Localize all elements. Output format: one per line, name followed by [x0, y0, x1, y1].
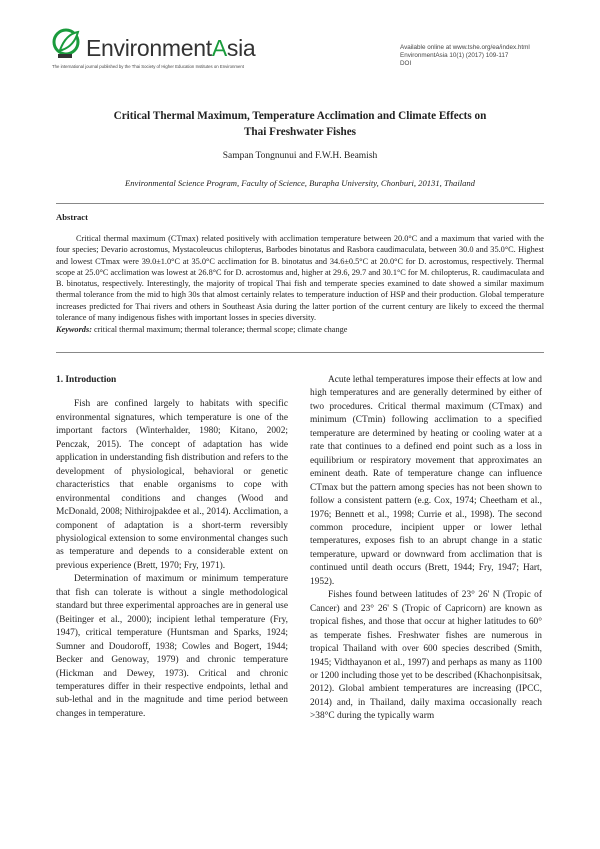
citation: EnvironmentAsia 10(1) (2017) 109-117 [400, 52, 509, 59]
divider [56, 203, 544, 204]
online-url: Available online at www.tshe.org/ea/index.html [400, 44, 530, 51]
paragraph: Fish are confined largely to habitats with specific environmental signatures, which temperature is one of the important factors (Winterhalder, 1980; Kitano, 2002; Penczak, 2015). The concept of adaptation has wide application in understanding fish distribution and refers to the development of physiological, behavioral or genetic characteristics that enable organisms to cope with environmental conditions and changes (Wood and McDonald, 2008; Nithirojpakdee et al., 2014). Acclimation, a component of adaptation is a short-term reversibly physiological extension to some environmental changes such as temperature and depends to a considerable extent on previous experience (Brett, 1970; Fry, 1971). [56, 399, 288, 571]
paragraph: Fishes found between latitudes of 23° 26' N (Tropic of Cancer) and 23° 26' S (Tropic of Capricorn) are known as tropical fishes, and those that occur at higher latitudes to 60° as temperate fishes. Freshwater fishes are numerous in tropical Thailand with over 600 species described (Smith, 1945; Vidthayanon et al., 1997) and perhaps as many as 1100 or 1200 including those yet to be described (Khachonpisitsak, 2012). Global ambient temperatures are increasing (IPCC, 2014) and, in Thailand, daily maxima occasionally reach >38°C during the typically warm [310, 590, 542, 722]
paper-title [60, 108, 540, 140]
journal-name: EnvironmentAsia [86, 35, 256, 61]
journal-info [400, 44, 530, 68]
doi: DOI [400, 60, 412, 67]
leaf-logo-icon [52, 28, 84, 62]
authors: Sampan Tongnunui and F.W.H. Beamish [222, 151, 378, 161]
paragraph: Determination of maximum or minimum temperature that fish can tolerate is without a single methodological standard but three experimental approaches are in general use (Beitinger et al., 2000); incipient lethal temperature (Fry, 1947), critical temperature (Huntsman and Sparks, 1924; Sumner and Doudoroff, 1938; Cowles and Bogert, 1944; Becker and Genoway, 1979) and chronic temperature (Hickman and Dewey, 1973). Critical and chronic temperatures differ in their respective endpoints, lethal and sub-lethal and in the magnitude and time period between changes in temperature. [56, 574, 288, 719]
right-column [310, 374, 542, 724]
abstract-heading: Abstract [56, 212, 88, 222]
title-line: Thai Freshwater Fishes [243, 126, 357, 138]
journal-logo [52, 30, 292, 70]
keywords-text: critical thermal maximum; thermal tolerance; thermal scope; climate change [94, 325, 348, 334]
divider [56, 352, 544, 353]
abstract-text: Critical thermal maximum (CTmax) related positively with acclimation temperature between 20.0°C and a maximum that varied with the four species; Devario acrostomus, Mystacoleucus chilopterus, Barbodes binotatus and Rasbora caudimaculata, between 30.0 and 35.0°C. Highest and lowest CTmax were 39.0±1.0°C at 35.0°C acclimation for B. binotatus and 34.6±0.5°C at 20.0°C for D. acrostomus, respectively. Thermal scope at 25.0°C acclimation was lowest at 26.8°C for D. acrostomus and, higher at 29.6, 29.7 and 30.1°C for M. chilopterus, R. caudimaculata and B. binotatus, respectively. Interestingly, the majority of tropical Thai fish and temperate species examined to date showed a similar maximum thermal tolerance from the mid to high 30s that almost certainly relates to temperature induction of HSP and their production. Global temperature increases predicted for Thai rivers and others in Southeast Asia during the latter portion of the current century are likely to exceed the thermal tolerance of many indigenous fishes with important losses in species diversity. [56, 234, 544, 323]
affiliation: Environmental Science Program, Faculty of Science, Burapha University, Chonburi, 20131, Thailand [125, 178, 475, 188]
paragraph: Acute lethal temperatures impose their effects at low and high temperatures and are generally determined by either of two procedures. Critical thermal maximum (CTmax) and minimum (CTmin) following acclimation to a specified temperature are determined by heating or cooling water at a rate that continues to a defined end point such as a loss in equilibrium or respiratory movement that approximates an eminent death. Rate of temperature change can influence CTmax but the pattern among species has not been shown to follow a consistent pattern (e.g. Cox, 1974; Cheetham et al., 1976; Bennett et al., 1998; Currie et al., 1998). The second common procedure, incipient upper or lower lethal temperatures, exposes fish to an abrupt change in a static temperature, upward or downward from acclimation that is continued until death occurs (Brett, 1944; Fry, 1947; Hart, 1952). [310, 375, 542, 587]
section-heading: 1. Introduction [56, 375, 117, 385]
left-column [56, 374, 288, 721]
keywords-label: Keywords: [56, 325, 92, 334]
journal-subtitle: The international journal published by the Thai Society of Higher Education Institutes on Environment [52, 64, 244, 69]
title-line: Critical Thermal Maximum, Temperature Acclimation and Climate Effects on [113, 110, 487, 122]
keywords [56, 325, 347, 334]
